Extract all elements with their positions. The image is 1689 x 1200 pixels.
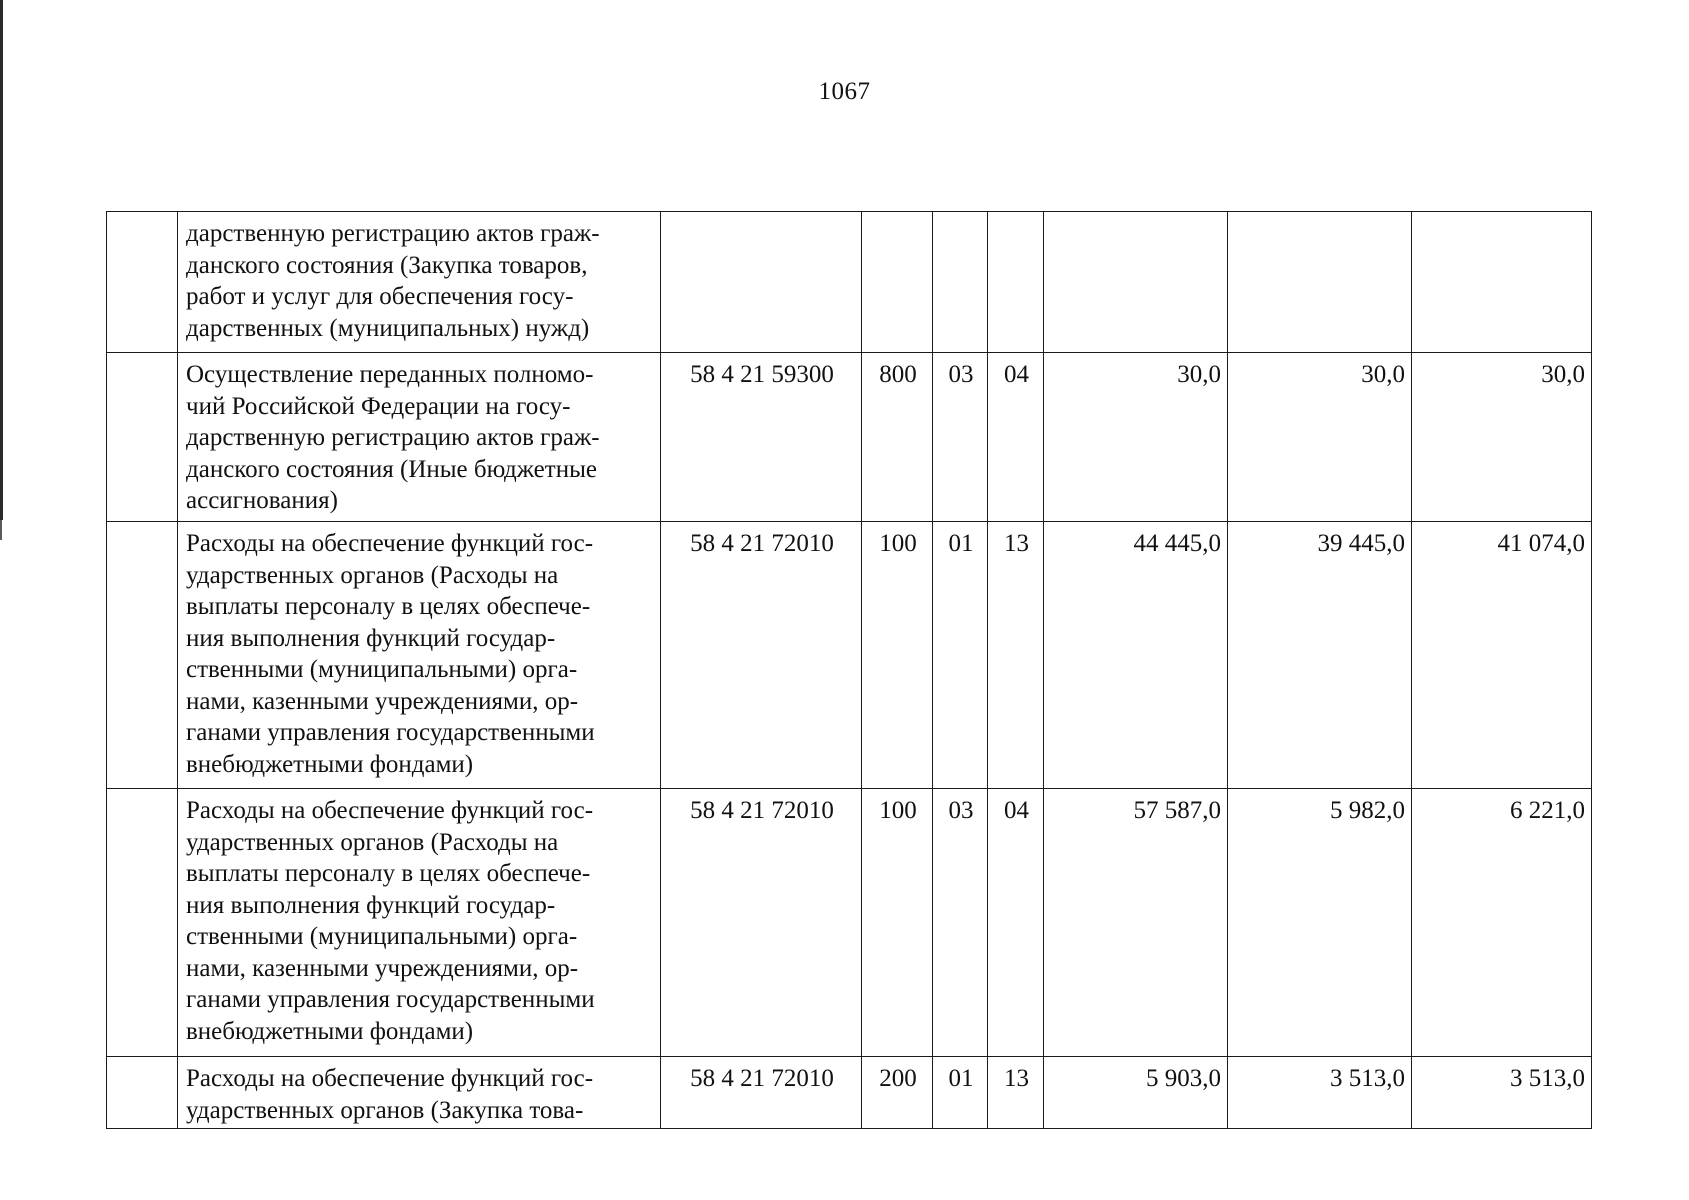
sum-2-cell: 5 982,0 — [1228, 789, 1412, 1057]
section-cell: 01 — [933, 522, 988, 789]
row-number-cell — [107, 353, 178, 522]
description-cell: Расходы на обеспечение функций гос- ударственных органов (Расходы на выплаты персоналу в целях обеспече- ния выполнения функций государ- ственными (муниципальными) орга- нами, казенными учреждениями, ор- ганами управления государственными внебюджетными фондами) — [178, 522, 661, 789]
subsection-cell: 04 — [988, 789, 1044, 1057]
row-number-cell — [107, 789, 178, 1057]
description-cell: Осуществление переданных полномо- чий Российской Федерации на госу- дарственную регистрацию актов граж- данского состояния (Иные бюджетные ассигнования) — [178, 353, 661, 522]
table-row — [107, 1057, 1592, 1129]
page-number: 1067 — [818, 78, 871, 105]
target-article-cell: 58 4 21 72010 — [661, 789, 862, 1057]
sum-2-cell: 3 513,0 — [1228, 1057, 1412, 1129]
sum-2-cell: 30,0 — [1228, 353, 1412, 522]
sum-2-cell: 39 445,0 — [1228, 522, 1412, 789]
sum-1-cell: 44 445,0 — [1044, 522, 1228, 789]
row-number-cell — [107, 212, 178, 353]
expense-type-cell: 100 — [862, 522, 933, 789]
sum-3-cell: 3 513,0 — [1412, 1057, 1592, 1129]
expense-type-cell: 800 — [862, 353, 933, 522]
table-row — [107, 212, 1592, 353]
table-row — [107, 789, 1592, 1057]
description-cell: дарственную регистрацию актов граж- данского состояния (Закупка товаров, работ и услуг для обеспечения госу- дарственных (муниципальных) нужд) — [178, 212, 661, 353]
description-cell: Расходы на обеспечение функций гос- ударственных органов (Закупка това- — [178, 1057, 661, 1129]
sum-3-cell: 41 074,0 — [1412, 522, 1592, 789]
target-article-cell: 58 4 21 59300 — [661, 353, 862, 522]
target-article-cell — [661, 212, 862, 353]
section-cell: 01 — [933, 1057, 988, 1129]
scan-edge-mark-lower — [0, 520, 2, 540]
sum-1-cell: 30,0 — [1044, 353, 1228, 522]
subsection-cell: 13 — [988, 522, 1044, 789]
row-number-cell — [107, 1057, 178, 1129]
section-cell — [933, 212, 988, 353]
subsection-cell — [988, 212, 1044, 353]
row-number-cell — [107, 522, 178, 789]
sum-1-cell — [1044, 212, 1228, 353]
subsection-cell: 04 — [988, 353, 1044, 522]
expense-type-cell: 100 — [862, 789, 933, 1057]
target-article-cell: 58 4 21 72010 — [661, 522, 862, 789]
section-cell: 03 — [933, 789, 988, 1057]
sum-3-cell: 30,0 — [1412, 353, 1592, 522]
expense-type-cell: 200 — [862, 1057, 933, 1129]
sum-2-cell — [1228, 212, 1412, 353]
table-row — [107, 353, 1592, 522]
sum-1-cell: 57 587,0 — [1044, 789, 1228, 1057]
sum-1-cell: 5 903,0 — [1044, 1057, 1228, 1129]
budget-table — [106, 211, 1592, 1129]
expense-type-cell — [862, 212, 933, 353]
subsection-cell: 13 — [988, 1057, 1044, 1129]
description-cell: Расходы на обеспечение функций гос- ударственных органов (Расходы на выплаты персоналу в целях обеспече- ния выполнения функций государ- ственными (муниципальными) орга- нами, казенными учреждениями, ор- ганами управления государственными внебюджетными фондами) — [178, 789, 661, 1057]
section-cell: 03 — [933, 353, 988, 522]
sum-3-cell: 6 221,0 — [1412, 789, 1592, 1057]
table-row — [107, 522, 1592, 789]
sum-3-cell — [1412, 212, 1592, 353]
target-article-cell: 58 4 21 72010 — [661, 1057, 862, 1129]
